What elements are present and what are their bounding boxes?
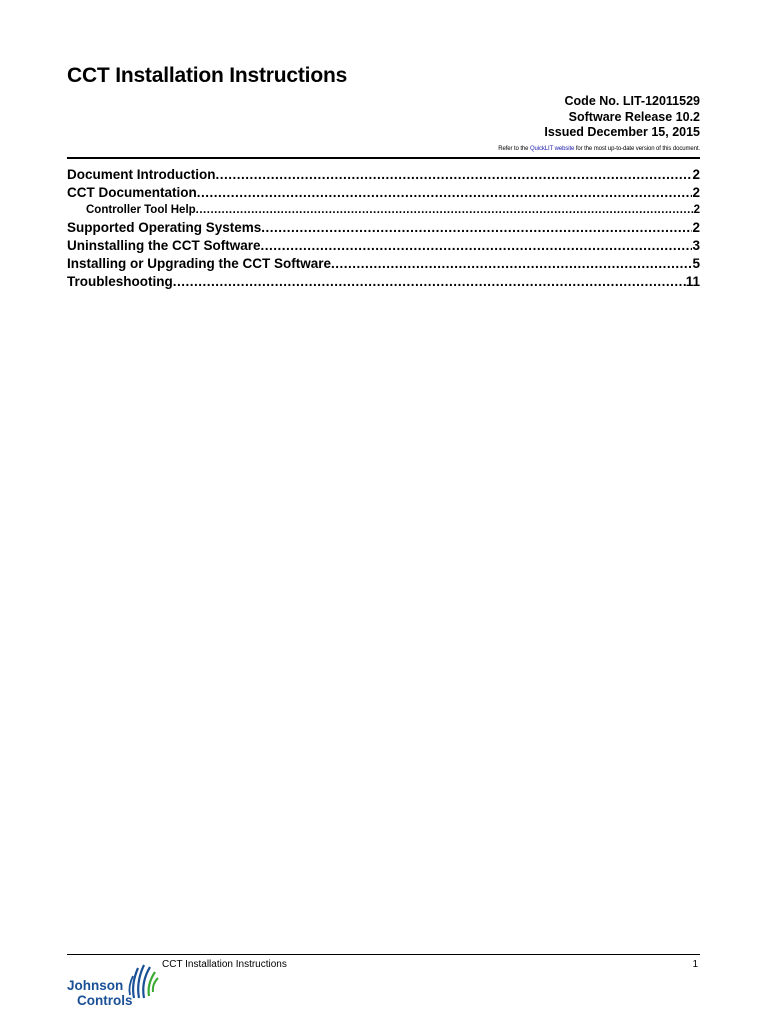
footer-document-title: CCT Installation Instructions [162, 959, 287, 970]
johnson-controls-logo-icon [126, 962, 162, 1002]
toc-entry-uninstalling[interactable] [67, 237, 700, 255]
logo-line-2: Controls [77, 993, 133, 1008]
toc-entry-page: 11 [685, 274, 700, 289]
software-release: Software Release 10.2 [568, 109, 700, 124]
toc-entry-label: Controller Tool Help [86, 204, 196, 216]
document-meta [544, 94, 700, 141]
toc-entry-supported-operating-systems[interactable] [67, 219, 700, 237]
toc-entry-page: 2 [693, 204, 700, 216]
toc-entry-page: 2 [692, 185, 700, 200]
refer-suffix: for the most up-to-date version of this document. [574, 146, 700, 152]
toc-entry-label: Troubleshooting [67, 274, 173, 289]
toc-entry-label: Uninstalling the CCT Software [67, 238, 261, 253]
toc-entry-installing-upgrading[interactable] [67, 255, 700, 273]
toc-entry-controller-tool-help[interactable] [67, 202, 700, 219]
footer-page-number: 1 [692, 959, 698, 970]
issue-date: Issued December 15, 2015 [544, 125, 700, 139]
toc-entry-label: Supported Operating Systems [67, 220, 262, 235]
toc-entry-page: 2 [692, 220, 700, 235]
toc-entry-label: Installing or Upgrading the CCT Software [67, 256, 332, 271]
toc-entry-troubleshooting[interactable] [67, 273, 700, 291]
toc-leader-dots [197, 184, 693, 202]
header-divider [67, 157, 700, 159]
refer-note [498, 146, 700, 152]
toc-entry-label: Document Introduction [67, 167, 216, 182]
toc-entry-document-introduction[interactable] [67, 166, 700, 184]
table-of-contents [67, 166, 700, 291]
toc-entry-page: 3 [692, 238, 700, 253]
toc-leader-dots [331, 255, 692, 273]
toc-entry-page: 2 [692, 167, 700, 182]
toc-leader-dots [173, 273, 686, 291]
toc-leader-dots [216, 166, 693, 184]
footer-divider [67, 954, 700, 955]
toc-leader-dots [196, 202, 694, 219]
quicklit-link[interactable]: QuickLIT website [529, 146, 575, 152]
toc-leader-dots [261, 219, 692, 237]
document-title: CCT Installation Instructions [67, 64, 348, 87]
toc-entry-page: 5 [692, 256, 700, 271]
toc-entry-label: CCT Documentation [67, 185, 197, 200]
logo-line-1: Johnson [67, 978, 124, 993]
toc-entry-cct-documentation[interactable] [67, 184, 700, 202]
refer-prefix: Refer to the [498, 146, 530, 152]
code-number: Code No. LIT-12011529 [564, 94, 700, 108]
johnson-controls-logo-text [67, 978, 133, 1008]
toc-leader-dots [261, 237, 693, 255]
